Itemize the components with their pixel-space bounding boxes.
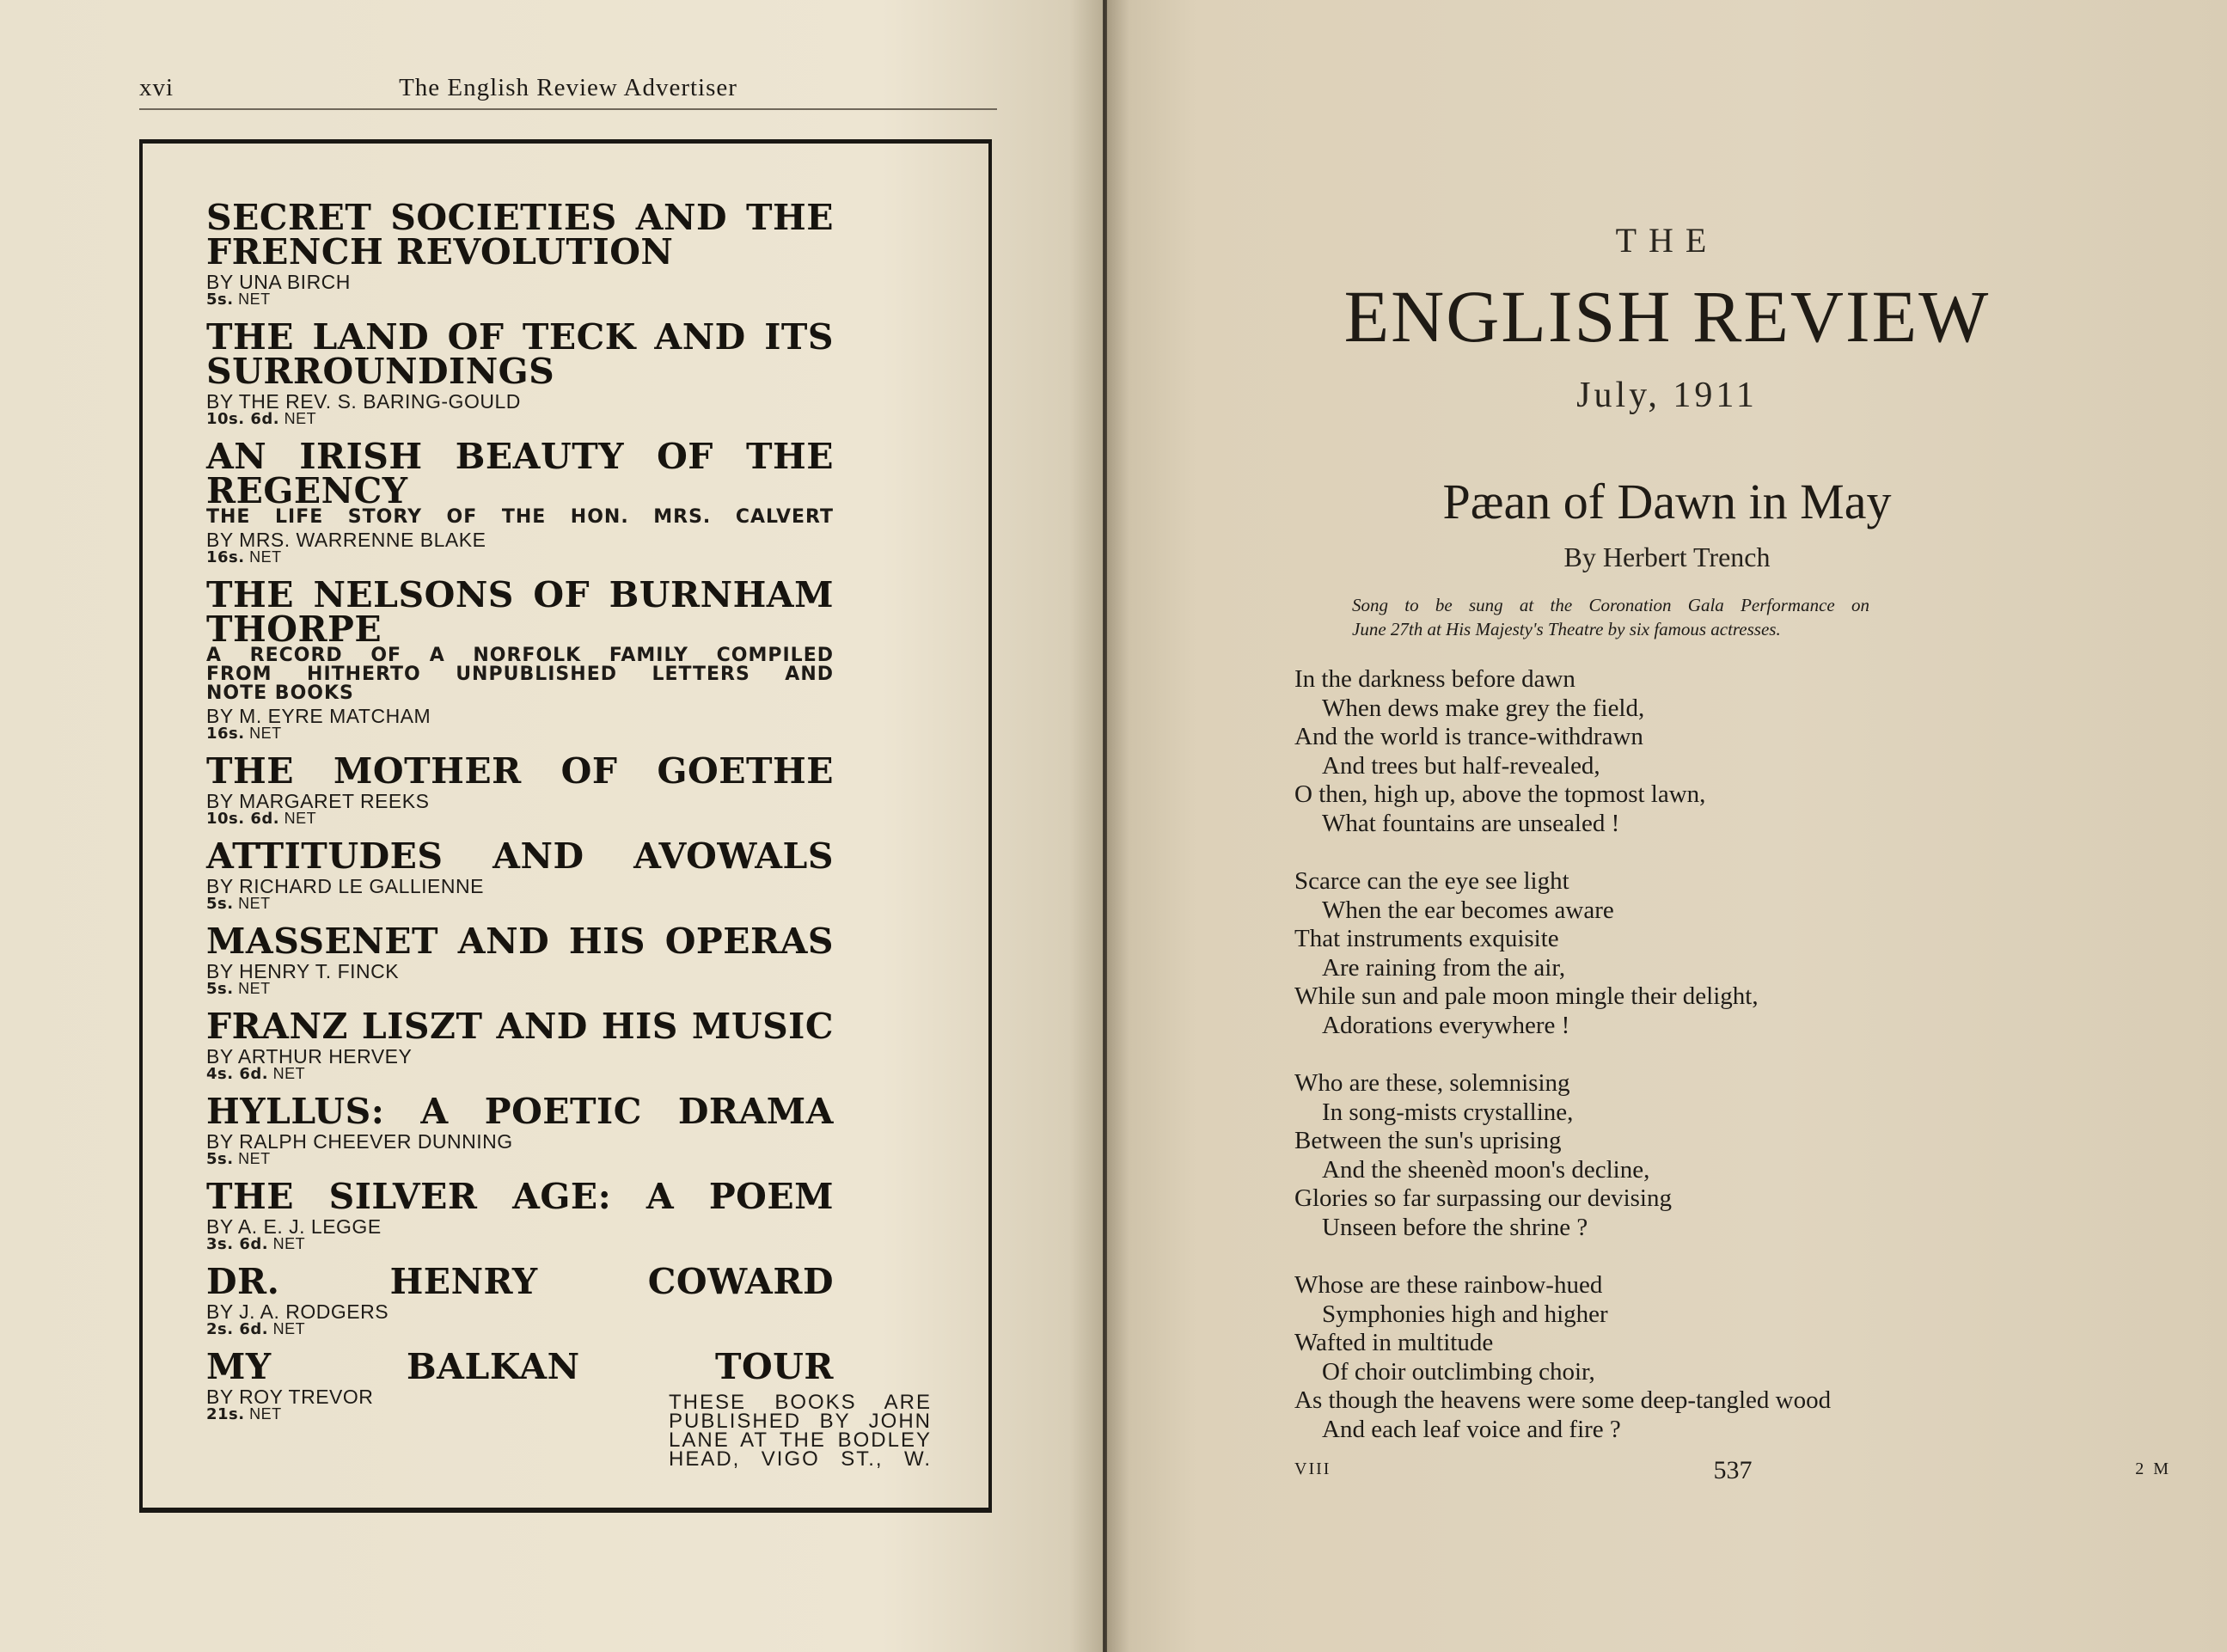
advertiser-page [0, 0, 1103, 1652]
book-title-line: THE LAND OF TECK AND ITS [206, 316, 834, 358]
poem-line: What fountains are unsealed ! [1322, 809, 1620, 837]
book-title-line: THORPE [206, 609, 382, 650]
issue-date: July, 1911 [1576, 376, 1758, 415]
price-amount: 2s. 6d. [206, 1320, 269, 1338]
book-entry [206, 436, 834, 566]
book-title-line: FRENCH REVOLUTION [206, 231, 674, 272]
book-title [206, 835, 834, 877]
book-entry [206, 750, 834, 828]
book-title [206, 1091, 834, 1132]
poem-line: Of choir outclimbing choir, [1322, 1357, 1595, 1386]
poem-line: Are raining from the air, [1322, 953, 1566, 982]
book-subtitle: THE LIFE STORY OF THE HON. MRS. CALVERT [206, 506, 834, 528]
book-price [206, 725, 834, 742]
poem-line: In the darkness before dawn [1294, 665, 1575, 693]
poem-note-line: June 27th at His Majesty's Theatre by six famous actresses. [1352, 619, 1781, 639]
book-title-line: HYLLUS: A POETIC DRAMA [206, 1091, 834, 1132]
book-title [206, 197, 834, 272]
publisher-note-line: HEAD, VIGO ST., W. [669, 1447, 932, 1471]
price-net: NET [249, 725, 282, 742]
poem-line: When dews make grey the field, [1322, 694, 1645, 722]
poem-body [1294, 665, 2068, 1473]
price-net: NET [249, 548, 282, 566]
price-amount: 4s. 6d. [206, 1065, 269, 1083]
poem-line: While sun and pale moon mingle their delight, [1294, 982, 1759, 1010]
book-title-line: REGENCY [206, 470, 408, 511]
book-author: BY MRS. WARRENNE BLAKE [206, 529, 486, 551]
journal-title: ENGLISH REVIEW [1343, 275, 1991, 358]
price-net: NET [238, 980, 271, 997]
book-title-line: DR. HENRY COWARD [206, 1261, 834, 1302]
poem-line: And the world is trance-withdrawn [1294, 723, 1643, 750]
poem-line: As though the heavens were some deep-tangled wood [1294, 1386, 1832, 1414]
price-amount: 10s. 6d. [206, 810, 280, 828]
price-amount: 5s. [206, 980, 234, 998]
poem-note [1352, 593, 1869, 641]
book-entry [206, 574, 834, 743]
book-title-line: SECRET SOCIETIES AND THE [206, 197, 834, 238]
book-title [206, 921, 834, 962]
book-author: BY THE REV. S. BARING-GOULD [206, 390, 521, 413]
poem-line: Unseen before the shrine ? [1322, 1213, 1588, 1241]
price-amount: 10s. 6d. [206, 410, 280, 428]
book-title [206, 1261, 834, 1302]
book-title-line: THE MOTHER OF GOETHE [206, 750, 834, 792]
publisher-note [669, 1393, 932, 1469]
book-price [206, 291, 834, 308]
book-entry [206, 1006, 834, 1083]
poem-line: Scarce can the eye see light [1294, 867, 1569, 895]
book-price [206, 981, 834, 997]
publisher-note-line: THESE BOOKS ARE [669, 1391, 932, 1414]
book-author: BY RICHARD LE GALLIENNE [206, 875, 484, 897]
page-footer [1294, 1456, 2171, 1485]
book-title-line: FRANZ LISZT AND HIS MUSIC [206, 1006, 834, 1047]
book-title [206, 1346, 834, 1387]
review-page [1107, 0, 2227, 1652]
book-author: BY M. EYRE MATCHAM [206, 705, 431, 727]
book-title-line: MY BALKAN TOUR [206, 1346, 834, 1387]
book-entry [206, 921, 834, 998]
book-price [206, 549, 834, 566]
advertisement-box [139, 139, 992, 1513]
publisher-note-line: PUBLISHED BY JOHN [669, 1410, 932, 1433]
book-entry [206, 197, 834, 309]
book-subtitle: FROM HITHERTO UNPUBLISHED LETTERS AND [206, 664, 834, 685]
price-net: NET [238, 291, 271, 308]
poem-line: O then, high up, above the topmost lawn, [1294, 780, 1706, 808]
running-head [139, 74, 997, 110]
poem-line: Adorations everywhere ! [1322, 1011, 1570, 1039]
book-author: BY MARGARET REEKS [206, 790, 430, 812]
poem-line: That instruments exquisite [1294, 925, 1559, 952]
book-title-line: THE SILVER AGE: A POEM [206, 1176, 834, 1217]
masthead-the: THE [1615, 221, 1719, 260]
book-author: BY A. E. J. LEGGE [206, 1215, 382, 1238]
price-net: NET [284, 810, 317, 827]
price-amount: 21s. [206, 1405, 245, 1423]
poem-title: Pæan of Dawn in May [1442, 474, 1892, 529]
book-price [206, 1066, 834, 1082]
book-author: BY ROY TREVOR [206, 1386, 374, 1408]
book-subtitle: A RECORD OF A NORFOLK FAMILY COMPILED [206, 645, 834, 666]
poem-line: When the ear becomes aware [1322, 896, 1614, 924]
book-title [206, 574, 834, 650]
price-amount: 5s. [206, 895, 234, 913]
poem-line: Between the sun's uprising [1294, 1127, 1562, 1154]
price-net: NET [238, 895, 271, 912]
poem-line: And the sheenèd moon's decline, [1322, 1155, 1650, 1184]
book-price [206, 811, 834, 827]
stanza [1294, 867, 2068, 1040]
price-net: NET [249, 1405, 282, 1423]
book-title-line: AN IRISH BEAUTY OF THE [206, 436, 834, 477]
poem-line: Wafted in multitude [1294, 1329, 1494, 1356]
book-title [206, 1176, 834, 1217]
poem-line: Glories so far surpassing our devising [1294, 1184, 1672, 1212]
book-title-line: THE NELSONS OF BURNHAM [206, 574, 834, 615]
book-entry [206, 1091, 834, 1168]
signature-mark: VIII [1294, 1459, 1331, 1478]
book-title [206, 750, 834, 792]
poem-note-line: Song to be sung at the Coronation Gala Performance on [1352, 595, 1869, 615]
book-title [206, 316, 834, 392]
book-price [206, 896, 834, 912]
stanza [1294, 1069, 2068, 1242]
book-title-line: ATTITUDES AND AVOWALS [206, 835, 834, 877]
folio: xvi [139, 74, 174, 101]
poem-line: Whose are these rainbow-hued [1294, 1271, 1603, 1299]
book-title-line: SURROUNDINGS [206, 351, 555, 392]
running-title: The English Review Advertiser [399, 74, 737, 101]
price-amount: 5s. [206, 291, 234, 309]
book-list [206, 197, 834, 1435]
publisher-note-line: LANE AT THE BODLEY [669, 1429, 932, 1452]
price-net: NET [284, 410, 317, 427]
price-net: NET [272, 1320, 306, 1337]
poem-line: Who are these, solemnising [1294, 1069, 1570, 1097]
price-net: NET [272, 1065, 306, 1082]
poem-line: Symphonies high and higher [1322, 1300, 1608, 1328]
price-amount: 16s. [206, 725, 245, 743]
stanza [1294, 1271, 2068, 1444]
book-title-line: MASSENET AND HIS OPERAS [206, 921, 834, 962]
book-price [206, 1151, 834, 1167]
book-author: BY J. A. RODGERS [206, 1300, 389, 1323]
gathering-mark: 2 M [2135, 1459, 2171, 1478]
poem-line: And trees but half-revealed, [1322, 751, 1600, 780]
book-price [206, 411, 834, 427]
book-author: BY HENRY T. FINCK [206, 960, 400, 982]
stanza [1294, 665, 2068, 838]
price-net: NET [238, 1150, 271, 1167]
price-amount: 3s. 6d. [206, 1235, 269, 1253]
price-amount: 5s. [206, 1150, 234, 1168]
book-price [206, 1236, 834, 1252]
book-author: BY UNA BIRCH [206, 271, 351, 293]
book-entry [206, 835, 834, 913]
book-title [206, 1006, 834, 1047]
book-price [206, 1321, 834, 1337]
book-entry [206, 1261, 834, 1338]
poem-author: By Herbert Trench [1563, 541, 1771, 572]
price-amount: 16s. [206, 548, 245, 566]
book-entry [206, 316, 834, 428]
poem-line: In song-mists crystalline, [1322, 1098, 1574, 1126]
price-net: NET [272, 1235, 306, 1252]
poem-line: And each leaf voice and fire ? [1322, 1415, 1621, 1443]
book-author: BY RALPH CHEEVER DUNNING [206, 1130, 513, 1153]
book-title [206, 436, 834, 511]
book-subtitle: NOTE BOOKS [206, 682, 354, 704]
page-number: 537 [1713, 1456, 1753, 1484]
book-entry [206, 1176, 834, 1253]
book-author: BY ARTHUR HERVEY [206, 1045, 413, 1068]
